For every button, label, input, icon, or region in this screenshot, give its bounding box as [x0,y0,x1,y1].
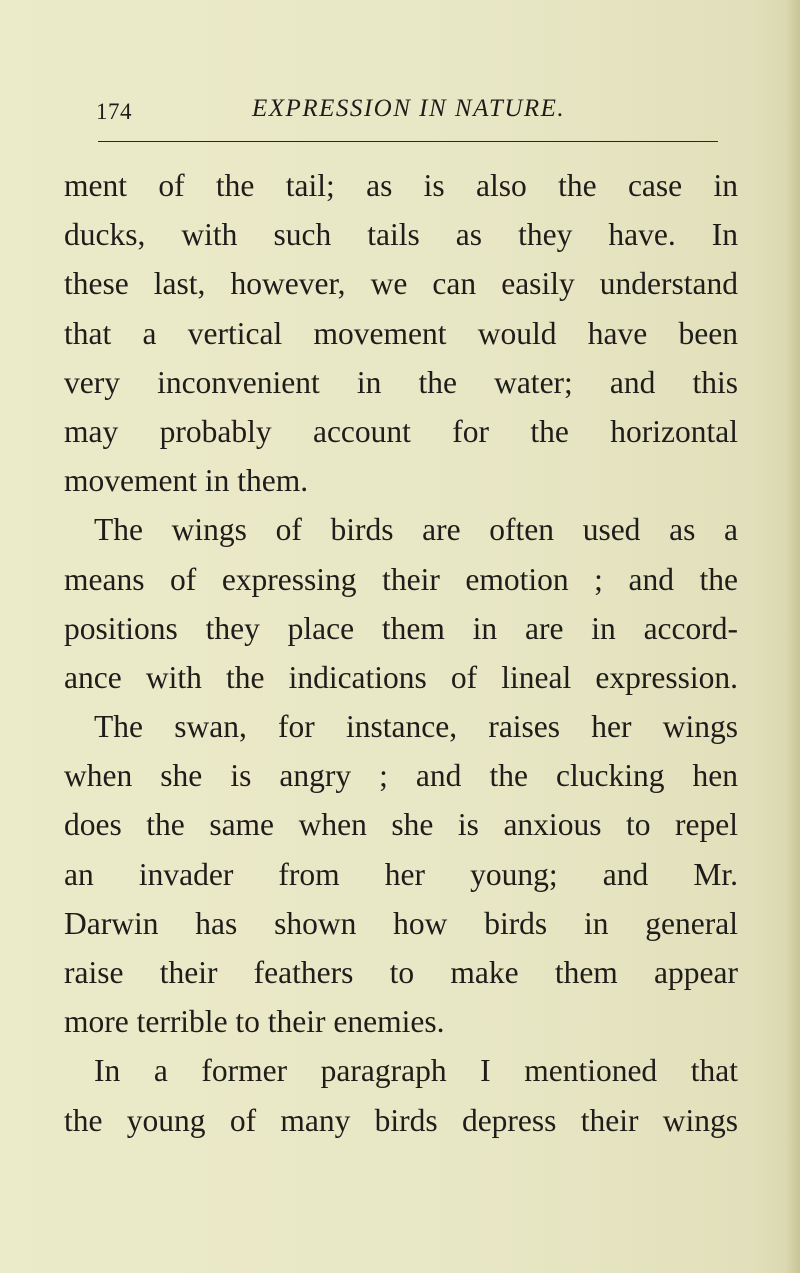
text-line: ducks, with such tails as they have. In [64,217,738,253]
text-line: an invader from her young; and Mr. [64,856,738,892]
text-line: movement in them. [64,463,309,499]
text-line: ment of the tail; as is also the case in [64,168,738,203]
text-line: these last, however, we can easily understand [64,266,738,302]
text-line: In a former paragraph I mentioned that [94,1053,738,1089]
text-line: means of expressing their emotion ; and the [64,561,738,597]
text-line: very inconvenient in the water; and this [64,364,738,400]
text-line: The wings of birds are often used as a [94,512,738,548]
page-edge-shadow [786,0,800,1273]
text-line: raise their feathers to make them appear [64,955,738,990]
text-line: may probably account for the horizontal [64,413,738,449]
header-rule [98,141,718,142]
running-head: EXPRESSION IN NATURE. [252,95,566,122]
text-line: does the same when she is anxious to repel [64,807,738,843]
text-line: more terrible to their enemies. [64,1004,445,1040]
text-line: positions they place them in are in accord- [64,610,738,646]
page-header [96,95,716,135]
text-line: The swan, for instance, raises her wings [94,709,738,745]
text-line: the young of many birds depress their wings [64,1102,738,1138]
page-number: 174 [96,99,132,124]
text-line: that a vertical movement would have been [64,315,738,351]
text-line: ance with the indications of lineal expression. [64,659,738,695]
text-line: Darwin has shown how birds in general [64,905,738,941]
text-line: when she is angry ; and the clucking hen [64,758,738,794]
body-text [64,161,738,1145]
